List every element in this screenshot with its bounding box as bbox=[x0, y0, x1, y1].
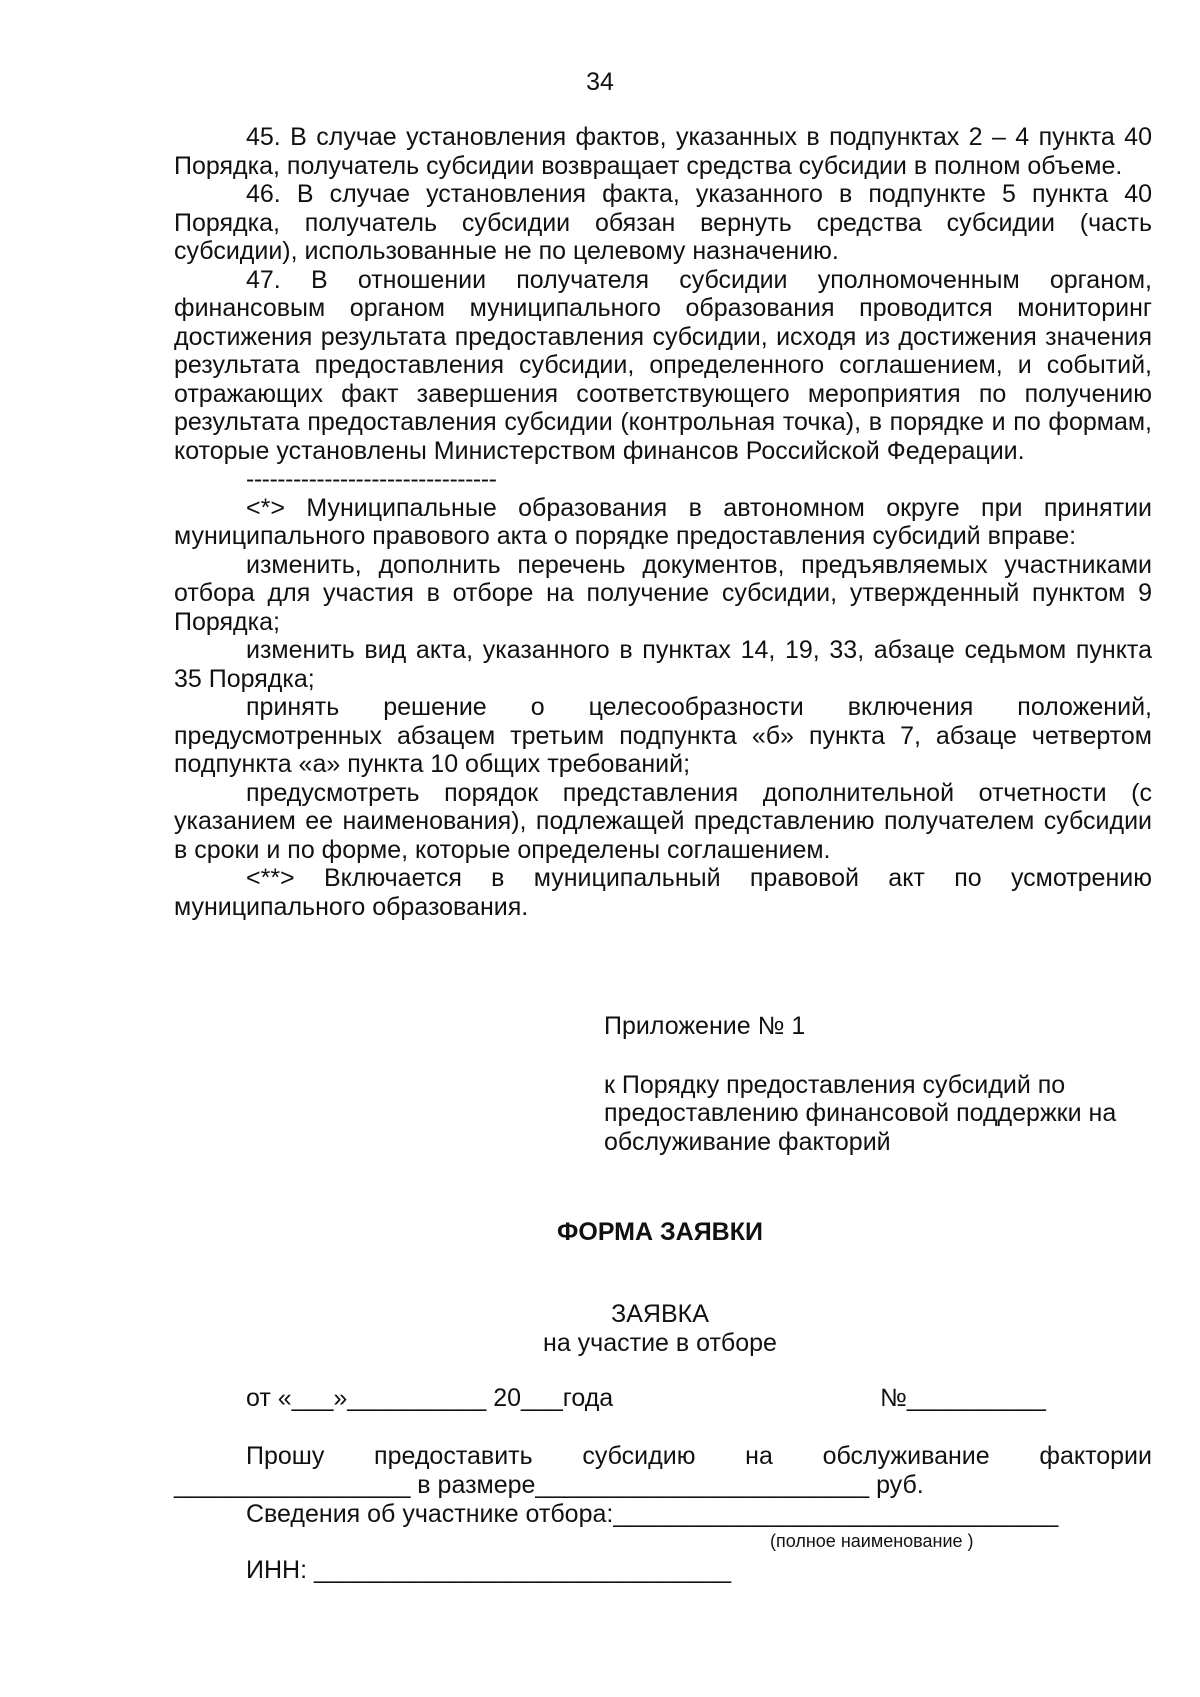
appendix-line-2: предоставлению финансовой поддержки на bbox=[604, 1099, 1117, 1127]
footnote-item-2: изменить вид акта, указанного в пунктах 14, 19, 33, абзаце седьмом пункта 35 Порядка; bbox=[174, 636, 1152, 693]
paragraph-47: 47. В отношении получателя субсидии уполномоченным органом, финансовым органом муниципального образования проводится мониторинг достижения результата предоставления субсидии, исходя из достижения значения результата предоставления субсидии, определенного соглашением, и событий, отражающих факт завершения соответствующего мероприятия по получению результата предоставления субсидии (контрольная точка), в порядке и по формам, которые установлены Министерством финансов Российской Федерации. bbox=[174, 265, 1152, 465]
participant-line: Сведения об участнике отбора:________________________________ bbox=[246, 1500, 1059, 1528]
form-title: ФОРМА ЗАЯВКИ bbox=[557, 1218, 763, 1246]
participant-hint: (полное наименование ) bbox=[770, 1531, 974, 1551]
number-line: №__________ bbox=[880, 1384, 1046, 1412]
footnote-separator: -------------------------------- bbox=[246, 465, 497, 493]
footnote-1: <*> Муниципальные образования в автономном округе при принятии муниципального правового акта о порядке предоставления субсидий вправе: bbox=[174, 493, 1152, 550]
request-line-1: Прошу предоставить субсидию на обслуживание фактории bbox=[246, 1442, 1152, 1470]
request-text bbox=[174, 1442, 1152, 1499]
inn-line: ИНН: ______________________________ bbox=[246, 1556, 732, 1584]
date-line: от «___»__________ 20___года bbox=[246, 1384, 614, 1412]
application-subtitle: на участие в отборе bbox=[543, 1328, 777, 1357]
paragraph-46: 46. В случае установления факта, указанного в подпункте 5 пункта 40 Порядка, получатель субсидии обязан вернуть средства субсидии (часть субсидии), использованные не по целевому назначению. bbox=[174, 180, 1152, 265]
body-text bbox=[174, 123, 1152, 921]
footnote-2: <**> Включается в муниципальный правовой акт по усмотрению муниципального образования. bbox=[174, 864, 1152, 921]
application-title: ЗАЯВКА bbox=[611, 1300, 709, 1328]
appendix-block bbox=[604, 1012, 1164, 1156]
request-line-2: _________________ в размере________________________ руб. bbox=[174, 1470, 924, 1499]
application-heading bbox=[0, 1300, 1200, 1357]
page-number: 34 bbox=[586, 68, 614, 96]
paragraph-45: 45. В случае установления фактов, указанных в подпунктах 2 – 4 пункта 40 Порядка, получатель субсидии возвращает средства субсидии в полном объеме. bbox=[174, 123, 1152, 180]
appendix-line-1: к Порядку предоставления субсидий по bbox=[604, 1070, 1066, 1099]
appendix-title: Приложение № 1 bbox=[604, 1012, 806, 1040]
footnote-item-4: предусмотреть порядок представления дополнительной отчетности (с указанием ее наименования), подлежащей представлению получателем субсидии в сроки и по форме, которые определены соглашением. bbox=[174, 778, 1152, 864]
footnote-item-3: принять решение о целесообразности включения положений, предусмотренных абзацем третьим подпункта «б» пункта 7, абзаце четвертом подпункта «а» пункта 10 общих требований; bbox=[174, 693, 1152, 778]
appendix-line-3: обслуживание факторий bbox=[604, 1127, 891, 1156]
footnote-item-1: изменить, дополнить перечень документов, предъявляемых участниками отбора для участия в отборе на получение субсидии, утвержденный пунктом 9 Порядка; bbox=[174, 550, 1152, 636]
